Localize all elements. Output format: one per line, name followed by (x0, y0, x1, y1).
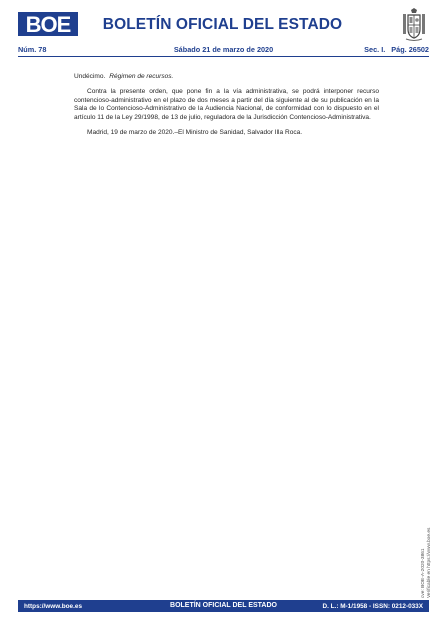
header-divider (18, 56, 429, 57)
cve-verification-note (421, 527, 432, 598)
coat-of-arms-icon (402, 8, 426, 42)
footer-bar (18, 600, 429, 612)
body-paragraph: Contra la presente orden, que pone fin a la vía administrativa, se podrá interponer recurso contencioso-administrativo en el plazo de dos meses a partir del día siguiente al de su publicación en la Sala de lo Contencioso-Administrativo de la Audiencia Nacional, de conformidad con lo dispuesto en el artículo 11 de la Ley 29/1998, de 13 de julio, reguladora de la Jurisdicción Contencioso-Administrativa. (74, 88, 379, 121)
footer-title: BOLETÍN OFICIAL DEL ESTADO (170, 602, 277, 609)
issue-number: Núm. 78 (18, 45, 47, 54)
issue-date: Sábado 21 de marzo de 2020 (173, 45, 274, 54)
section-heading-title: Régimen de recursos. (109, 73, 174, 80)
footer-url-link[interactable]: https://www.boe.es (24, 602, 82, 610)
publication-title: BOLETÍN OFICIAL DEL ESTADO (102, 16, 343, 33)
signature-line: Madrid, 19 de marzo de 2020.–El Ministro de Sanidad, Salvador Illa Roca. (87, 129, 303, 137)
page-number: Pág. 26502 (391, 45, 429, 54)
boe-logo-text: BOE (25, 12, 71, 36)
document-body (74, 73, 379, 144)
footer-legal: D. L.: M-1/1958 - ISSN: 0212-033X (322, 602, 423, 610)
section-heading (74, 73, 379, 81)
issue-info-bar (18, 44, 429, 57)
section-label: Sec. I. (364, 45, 386, 54)
section-heading-number: Undécimo. (74, 73, 106, 80)
cve-code: cve: BOE-A-2020-3861 (421, 548, 426, 598)
section-page (364, 45, 429, 54)
verify-note: Verificable en https://www.boe.es (427, 527, 432, 598)
